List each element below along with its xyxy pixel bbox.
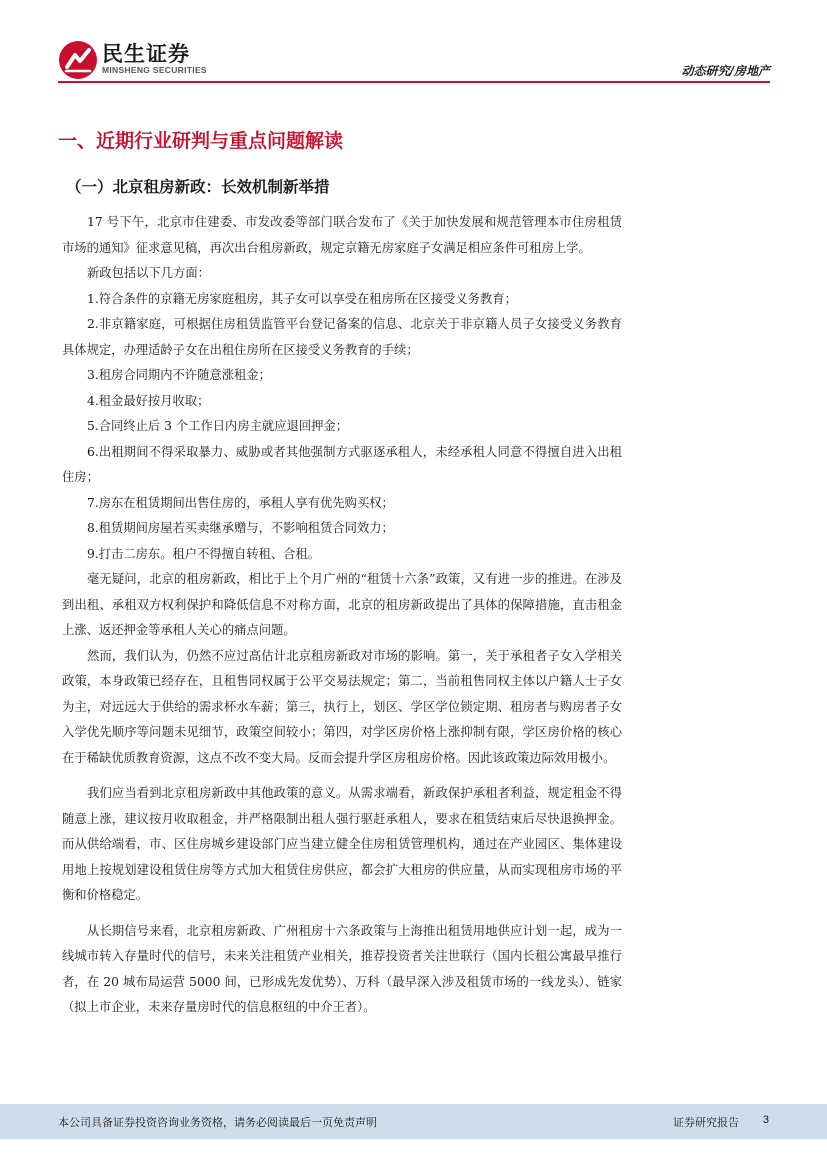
paragraph: 毫无疑问，北京的租房新政，相比于上个月广州的“租赁十六条”政策，又有进一步的推进。在涉及到出租、承租双方权利保护和降低信息不对称方面，北京的租房新政提出了具体的保障措施，直击租金上涨、返还押金等承租人关心的痛点问题。 [62,572,622,637]
section-title: 一、近期行业研判与重点问题解读 [58,130,344,152]
list-item: 7.房东在租赁期间出售住房的，承租人享有优先购买权； [87,495,394,510]
list-item: 9.打击二房东。租户不得擅自转租、合租。 [87,546,321,561]
logo-text-cn: 民生证券 [102,42,190,66]
list-item: 4.租金最好按月收取； [87,393,210,408]
paragraph: 17 号下午，北京市住建委、市发改委等部门联合发布了《关于加快发展和规范管理本市住房租赁市场的通知》征求意见稿，再次出台租房新政，规定京籍无房家庭子女满足相应条件可租房上学。 [62,215,622,255]
paragraph: 从长期信号来看，北京租房新政、广州租房十六条政策与上海推出租赁用地供应计划一起，成为一线城市转入存量时代的信号，未来关注租赁产业相关，推荐投资者关注世联行（国内长租公寓最早推行者，在 20 城布局运营 5000 间，已形成先发优势）、万科（最早深入涉及租赁市场的一线龙头）、链家（拟上市企业，未来存量房时代的信息枢纽的中介王者）。 [62,923,622,1014]
list-item: 8.租赁期间房屋若买卖继承赠与，不影响租赁合同效力； [87,521,394,535]
subsection-title: （一）北京租房新政：长效机制新举措 [66,178,330,196]
logo-text-en: MINSHENG SECURITIES [102,65,207,75]
header-divider [58,81,770,83]
list-item: 2.非京籍家庭，可根据住房租赁监管平台登记备案的信息、北京关于非京籍人员子女接受义务教育具体规定，办理适龄子女在出租住房所在区接受义务教育的手续； [62,317,622,357]
page-footer [0,1104,827,1139]
paragraph: 然而，我们认为，仍然不应过高估计北京租房新政对市场的影响。第一，关于承租者子女入学相关政策，本身政策已经存在，且租售同权属于公平交易法规定；第二，当前租售同权主体以户籍人士子女为主，对远远大于供给的需求杯水车薪；第三，执行上，划区、学区学位锁定期、租房者与购房者子女入学优先顺序等问题未见细节，政策空间较小；第四，对学区房价格上涨抑制有限，学区房价格的核心在于稀缺优质教育资源，这点不改不变大局。反而会提升学区房租房价格。因此该政策边际效用极小。 [62,648,622,765]
list-item: 5.合同终止后 3 个工作日内房主就应退回押金； [87,419,349,433]
footer-disclaimer: 本公司具备证券投资咨询业务资格，请务必阅读最后一页免责声明 [58,1116,377,1129]
body-text [62,210,622,1021]
list-item: 1.符合条件的京籍无房家庭租房，其子女可以享受在租房所在区接受义务教育； [87,291,517,306]
footer-report-type: 证券研究报告 [673,1116,739,1129]
page-number: 3 [762,1114,769,1126]
list-item: 6.出租期间不得采取暴力、威胁或者其他强制方式驱逐承租人，未经承租人同意不得擅自进入出租住房； [62,444,622,484]
paragraph: 新政包括以下几方面： [87,266,210,280]
minsheng-logo-icon [58,40,98,80]
report-category: 动态研究/房地产 [681,64,770,78]
paragraph: 我们应当看到北京租房新政中其他政策的意义。从需求端看，新政保护承租者利益，规定租金不得随意上涨，建议按月收取租金，并严格限制出租人强行驱赶承租人，要求在租赁结束后尽快退换押金。而从供给端看，市、区住房城乡建设部门应当建立健全住房租赁管理机构，通过在产业园区、集体建设用地上按规划建设租赁住房等方式加大租赁住房供应，都会扩大租房的供应量，从而实现租房市场的平衡和价格稳定。 [62,786,622,902]
page-header [58,36,770,80]
list-item: 3.租房合同期内不许随意涨租金； [87,368,271,382]
